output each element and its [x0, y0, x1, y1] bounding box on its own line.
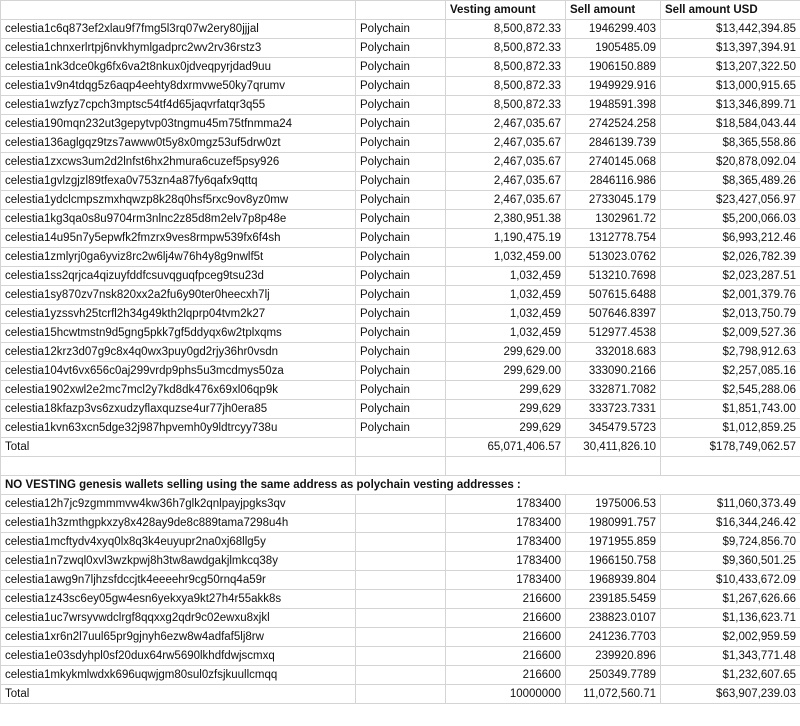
total-row — [1, 685, 800, 704]
table-row — [1, 153, 800, 172]
header-cell-org[interactable] — [356, 1, 446, 20]
vesting-amount-cell[interactable]: 8,500,872.33 — [446, 58, 566, 77]
org-cell[interactable]: Polychain — [356, 419, 446, 438]
address-cell[interactable]: celestia1c6q873ef2xlau9f7fmg5l3rq07w2ery80jjjal — [1, 20, 356, 39]
vesting-amount-cell[interactable]: 1783400 — [446, 552, 566, 571]
sell-amount-usd-cell[interactable]: $2,002,959.59 — [661, 628, 800, 647]
sell-amount-cell[interactable]: 239920.896 — [566, 647, 661, 666]
sell-amount-usd-cell[interactable]: $1,012,859.25 — [661, 419, 800, 438]
vesting-amount-cell[interactable]: 1783400 — [446, 495, 566, 514]
sell-amount-cell[interactable]: 1312778.754 — [566, 229, 661, 248]
address-cell[interactable]: celestia1v9n4tdqg5z6aqp4eehty8dxrmvwe50ky7qrumv — [1, 77, 356, 96]
org-cell[interactable] — [356, 552, 446, 571]
sell-amount-cell[interactable]: 332871.7082 — [566, 381, 661, 400]
sell-amount-cell[interactable]: 1968939.804 — [566, 571, 661, 590]
vesting-amount-cell[interactable]: 1,032,459 — [446, 286, 566, 305]
sell-amount-cell[interactable]: 507646.8397 — [566, 305, 661, 324]
sell-amount-usd-cell[interactable]: $2,026,782.39 — [661, 248, 800, 267]
sell-amount-cell[interactable]: 333090.2166 — [566, 362, 661, 381]
table-row — [1, 419, 800, 438]
sell-amount-usd-cell[interactable]: $13,397,394.91 — [661, 39, 800, 58]
address-cell[interactable]: celestia1ss2qrjca4qizuyfddfcsuvqguqfpceg9tsu23d — [1, 267, 356, 286]
address-cell[interactable]: celestia1mcftydv4xyq0lx8q3k4euyupr2na0xj68llg5y — [1, 533, 356, 552]
sell-amount-cell[interactable]: 1949929.916 — [566, 77, 661, 96]
sell-amount-cell[interactable]: 239185.5459 — [566, 590, 661, 609]
table-row — [1, 628, 800, 647]
table-row — [1, 362, 800, 381]
sell-amount-cell[interactable]: 1905485.09 — [566, 39, 661, 58]
address-cell[interactable]: celestia1yzssvh25tcrfl2h34g49kth2lqprp04tvm2k27 — [1, 305, 356, 324]
vesting-amount-cell[interactable]: 8,500,872.33 — [446, 96, 566, 115]
org-cell[interactable] — [356, 647, 446, 666]
header-sell-amount[interactable]: Sell amount — [566, 1, 661, 20]
sell-amount-usd-cell[interactable]: $2,013,750.79 — [661, 305, 800, 324]
table-row — [1, 134, 800, 153]
org-cell[interactable]: Polychain — [356, 305, 446, 324]
table-row — [1, 191, 800, 210]
table-row — [1, 647, 800, 666]
sell-amount-cell[interactable]: 1946299.403 — [566, 20, 661, 39]
org-cell[interactable]: Polychain — [356, 324, 446, 343]
sell-amount-cell[interactable]: 238823.0107 — [566, 609, 661, 628]
table-row — [1, 609, 800, 628]
sell-amount-usd-cell[interactable]: $1,232,607.65 — [661, 666, 800, 685]
sell-amount-usd-cell[interactable]: $2,545,288.06 — [661, 381, 800, 400]
address-cell[interactable]: celestia1n7zwql0xvl3wzkpwj8h3tw8awdgakjlmkcq38y — [1, 552, 356, 571]
org-cell[interactable]: Polychain — [356, 286, 446, 305]
address-cell[interactable]: celestia1mkykmlwdxk696uqwjgm80sul0zfsjkuullcmqq — [1, 666, 356, 685]
total-label-cell[interactable]: Total — [1, 685, 356, 704]
empty-cell[interactable] — [566, 457, 661, 476]
sell-amount-cell[interactable]: 2740145.068 — [566, 153, 661, 172]
total-vesting-cell[interactable]: 65,071,406.57 — [446, 438, 566, 457]
vesting-amount-cell[interactable]: 216600 — [446, 609, 566, 628]
table-row — [1, 248, 800, 267]
sell-amount-usd-cell[interactable]: $8,365,558.86 — [661, 134, 800, 153]
header-sell-amount-usd[interactable]: Sell amount USD — [661, 1, 800, 20]
sell-amount-usd-cell[interactable]: $9,724,856.70 — [661, 533, 800, 552]
org-cell[interactable]: Polychain — [356, 267, 446, 286]
sell-amount-cell[interactable]: 513210.7698 — [566, 267, 661, 286]
sell-amount-usd-cell[interactable]: $6,993,212.46 — [661, 229, 800, 248]
table-row — [1, 115, 800, 134]
vesting-amount-cell[interactable]: 299,629 — [446, 400, 566, 419]
address-cell[interactable]: celestia1kg3qa0s8u9704rm3nlnc2z85d8m2elv7p8p48e — [1, 210, 356, 229]
vesting-amount-cell[interactable]: 1,032,459 — [446, 305, 566, 324]
org-cell[interactable]: Polychain — [356, 400, 446, 419]
sell-amount-usd-cell[interactable]: $1,136,623.71 — [661, 609, 800, 628]
sell-amount-usd-cell[interactable]: $23,427,056.97 — [661, 191, 800, 210]
vesting-amount-cell[interactable]: 1,032,459.00 — [446, 248, 566, 267]
org-cell[interactable]: Polychain — [356, 20, 446, 39]
org-cell[interactable]: Polychain — [356, 134, 446, 153]
org-cell[interactable]: Polychain — [356, 248, 446, 267]
org-cell[interactable] — [356, 609, 446, 628]
vesting-amount-cell[interactable]: 8,500,872.33 — [446, 39, 566, 58]
table-row — [1, 172, 800, 191]
header-row — [1, 1, 800, 20]
header-vesting-amount[interactable]: Vesting amount — [446, 1, 566, 20]
address-cell[interactable]: celestia1zxcws3um2d2lnfst6hx2hmura6cuzef5psy926 — [1, 153, 356, 172]
vesting-amount-cell[interactable]: 216600 — [446, 628, 566, 647]
sell-amount-cell[interactable]: 2846116.986 — [566, 172, 661, 191]
sell-amount-cell[interactable]: 250349.7789 — [566, 666, 661, 685]
vesting-amount-cell[interactable]: 1783400 — [446, 571, 566, 590]
address-cell[interactable]: celestia18kfazp3vs6zxudzyflaxquzse4ur77jh0era85 — [1, 400, 356, 419]
vesting-amount-cell[interactable]: 2,467,035.67 — [446, 172, 566, 191]
vesting-amount-cell[interactable]: 1,032,459 — [446, 267, 566, 286]
address-cell[interactable]: celestia1sy870zv7nsk820xx2a2fu6y90ter0heecxh7lj — [1, 286, 356, 305]
address-cell[interactable]: celestia1awg9n7ljhzsfdccjtk4eeeehr9cg50rnq4a59r — [1, 571, 356, 590]
vesting-amount-cell[interactable]: 299,629 — [446, 381, 566, 400]
vesting-amount-cell[interactable]: 299,629.00 — [446, 362, 566, 381]
total-sell-cell[interactable]: 11,072,560.71 — [566, 685, 661, 704]
empty-cell[interactable] — [446, 457, 566, 476]
vesting-amount-cell[interactable]: 1783400 — [446, 533, 566, 552]
vesting-amount-cell[interactable]: 299,629.00 — [446, 343, 566, 362]
table-row — [1, 571, 800, 590]
org-cell[interactable]: Polychain — [356, 96, 446, 115]
sell-amount-cell[interactable]: 1980991.757 — [566, 514, 661, 533]
sell-amount-usd-cell[interactable]: $13,346,899.71 — [661, 96, 800, 115]
org-cell[interactable]: Polychain — [356, 153, 446, 172]
table-row — [1, 96, 800, 115]
sell-amount-cell[interactable]: 2846139.739 — [566, 134, 661, 153]
vesting-amount-cell[interactable]: 1,190,475.19 — [446, 229, 566, 248]
table-row — [1, 229, 800, 248]
table-row — [1, 343, 800, 362]
org-cell[interactable] — [356, 533, 446, 552]
address-cell[interactable]: celestia1902xwl2e2mc7mcl2y7kd8dk476x69xl06qp9k — [1, 381, 356, 400]
org-cell[interactable]: Polychain — [356, 191, 446, 210]
org-cell[interactable]: Polychain — [356, 115, 446, 134]
address-cell[interactable]: celestia1gvlzgjzl89tfexa0v753zn4a87fy6qafx9qttq — [1, 172, 356, 191]
org-cell[interactable]: Polychain — [356, 58, 446, 77]
org-cell[interactable] — [356, 590, 446, 609]
sell-amount-cell[interactable]: 1975006.53 — [566, 495, 661, 514]
address-cell[interactable]: celestia190mqn232ut3gepytvp03tngmu45m75tfnmma24 — [1, 115, 356, 134]
sell-amount-cell[interactable]: 1302961.72 — [566, 210, 661, 229]
address-cell[interactable]: celestia1wzfyz7cpch3mptsc54tf4d65jaqvrfatqr3q55 — [1, 96, 356, 115]
sell-amount-usd-cell[interactable]: $13,207,322.50 — [661, 58, 800, 77]
org-cell[interactable] — [356, 666, 446, 685]
sell-amount-usd-cell[interactable]: $18,584,043.44 — [661, 115, 800, 134]
vesting-amount-cell[interactable]: 216600 — [446, 647, 566, 666]
org-cell[interactable]: Polychain — [356, 229, 446, 248]
address-cell[interactable]: celestia1z43sc6ey05gw4esn6yekxya9kt27h4r55akk8s — [1, 590, 356, 609]
address-cell[interactable]: celestia12h7jc9zgmmmvw4kw36h7glk2qnlpayjpgks3qv — [1, 495, 356, 514]
empty-cell[interactable] — [356, 438, 446, 457]
address-cell[interactable]: celestia1nk3dce0kg6fx6va2t8nkux0jdveqpyrjdad9uu — [1, 58, 356, 77]
total-usd-cell[interactable]: $178,749,062.57 — [661, 438, 800, 457]
note-row — [1, 476, 800, 495]
sell-amount-usd-cell[interactable]: $1,851,743.00 — [661, 400, 800, 419]
vesting-amount-cell[interactable]: 1,032,459 — [446, 324, 566, 343]
sell-amount-usd-cell[interactable]: $8,365,489.26 — [661, 172, 800, 191]
org-cell[interactable]: Polychain — [356, 362, 446, 381]
total-label-cell[interactable]: Total — [1, 438, 356, 457]
org-cell[interactable] — [356, 628, 446, 647]
sell-amount-usd-cell[interactable]: $2,257,085.16 — [661, 362, 800, 381]
org-cell[interactable]: Polychain — [356, 172, 446, 191]
blank-row — [1, 457, 800, 476]
vesting-amount-cell[interactable]: 2,380,951.38 — [446, 210, 566, 229]
address-cell[interactable]: celestia1uc7wrsyvwdclrgf8qqxxg2qdr9c02ewxu8xjkl — [1, 609, 356, 628]
table-row — [1, 305, 800, 324]
vesting-amount-cell[interactable]: 2,467,035.67 — [446, 134, 566, 153]
sell-amount-usd-cell[interactable]: $9,360,501.25 — [661, 552, 800, 571]
total-row — [1, 438, 800, 457]
sell-amount-usd-cell[interactable]: $1,343,771.48 — [661, 647, 800, 666]
table-row — [1, 20, 800, 39]
sell-amount-cell[interactable]: 1948591.398 — [566, 96, 661, 115]
org-cell[interactable] — [356, 514, 446, 533]
table-row — [1, 590, 800, 609]
sell-amount-cell[interactable]: 2742524.258 — [566, 115, 661, 134]
address-cell[interactable]: celestia15hcwtmstn9d5gng5pkk7gf5ddyqx6w2tplxqms — [1, 324, 356, 343]
org-cell[interactable]: Polychain — [356, 381, 446, 400]
address-cell[interactable]: celestia1ydclcmpszmxhqwzp8k28q0hsf5rxc9ov8yz0mw — [1, 191, 356, 210]
address-cell[interactable]: celestia136aglgqz9tzs7awww0t5y8x0mgz53uf5drw0zt — [1, 134, 356, 153]
sell-amount-usd-cell[interactable]: $2,001,379.76 — [661, 286, 800, 305]
table-row — [1, 286, 800, 305]
table-row — [1, 514, 800, 533]
sell-amount-usd-cell[interactable]: $20,878,092.04 — [661, 153, 800, 172]
address-cell[interactable]: celestia1e03sdyhpl0sf20dux64rw5690lkhdfdwjscmxq — [1, 647, 356, 666]
empty-cell[interactable] — [356, 457, 446, 476]
sell-amount-usd-cell[interactable]: $2,009,527.36 — [661, 324, 800, 343]
sell-amount-cell[interactable]: 512977.4538 — [566, 324, 661, 343]
sell-amount-usd-cell[interactable]: $11,060,373.49 — [661, 495, 800, 514]
vesting-amount-cell[interactable]: 216600 — [446, 590, 566, 609]
table-row — [1, 533, 800, 552]
table-row — [1, 324, 800, 343]
table-row — [1, 552, 800, 571]
address-cell[interactable]: celestia1h3zmthgpkxzy8x428ay9de8c889tama7298u4h — [1, 514, 356, 533]
vesting-amount-cell[interactable]: 8,500,872.33 — [446, 77, 566, 96]
table-row — [1, 58, 800, 77]
address-cell[interactable]: celestia12krz3d07g9c8x4q0wx3puy0gd2rjy36hr0vsdn — [1, 343, 356, 362]
vesting-amount-cell[interactable]: 8,500,872.33 — [446, 20, 566, 39]
table-row — [1, 210, 800, 229]
sell-amount-cell[interactable]: 507615.6488 — [566, 286, 661, 305]
sell-amount-cell[interactable]: 345479.5723 — [566, 419, 661, 438]
sell-amount-usd-cell[interactable]: $2,023,287.51 — [661, 267, 800, 286]
table-row — [1, 39, 800, 58]
header-cell-address[interactable] — [1, 1, 356, 20]
sell-amount-usd-cell[interactable]: $13,442,394.85 — [661, 20, 800, 39]
vesting-amount-cell[interactable]: 299,629 — [446, 419, 566, 438]
empty-cell[interactable] — [661, 457, 800, 476]
table-row — [1, 267, 800, 286]
org-cell[interactable]: Polychain — [356, 343, 446, 362]
vesting-amount-cell[interactable]: 2,467,035.67 — [446, 153, 566, 172]
table-row — [1, 400, 800, 419]
sell-amount-cell[interactable]: 1971955.859 — [566, 533, 661, 552]
vesting-amount-cell[interactable]: 2,467,035.67 — [446, 115, 566, 134]
org-cell[interactable] — [356, 495, 446, 514]
address-cell[interactable]: celestia104vt6vx656c0aj299vrdp9phs5u3mcdmys50za — [1, 362, 356, 381]
sell-amount-usd-cell[interactable]: $2,798,912.63 — [661, 343, 800, 362]
total-usd-cell[interactable]: $63,907,239.03 — [661, 685, 800, 704]
vesting-amount-cell[interactable]: 1783400 — [446, 514, 566, 533]
total-sell-cell[interactable]: 30,411,826.10 — [566, 438, 661, 457]
sell-amount-cell[interactable]: 513023.0762 — [566, 248, 661, 267]
org-cell[interactable]: Polychain — [356, 39, 446, 58]
table-row — [1, 666, 800, 685]
address-cell[interactable]: celestia1zmlyrj0ga6yviz8rc2w6lj4w76h4y8g9nwlf5t — [1, 248, 356, 267]
address-cell[interactable]: celestia14u95n7y5epwfk2fmzrx9ves8rmpw539fx6f4sh — [1, 229, 356, 248]
org-cell[interactable] — [356, 571, 446, 590]
sell-amount-cell[interactable]: 333723.7331 — [566, 400, 661, 419]
section-note[interactable]: NO VESTING genesis wallets selling using the same address as polychain vesting addresses : — [1, 476, 800, 495]
empty-cell[interactable] — [356, 685, 446, 704]
table-row — [1, 495, 800, 514]
table-row — [1, 77, 800, 96]
sell-amount-cell[interactable]: 241236.7703 — [566, 628, 661, 647]
sell-amount-usd-cell[interactable]: $16,344,246.42 — [661, 514, 800, 533]
sell-amount-usd-cell[interactable]: $5,200,066.03 — [661, 210, 800, 229]
address-cell[interactable]: celestia1xr6n2l7uul65pr9gjnyh6ezw8w4adfaf5lj8rw — [1, 628, 356, 647]
sell-amount-usd-cell[interactable]: $13,000,915.65 — [661, 77, 800, 96]
sell-amount-cell[interactable]: 1966150.758 — [566, 552, 661, 571]
sell-amount-usd-cell[interactable]: $10,433,672.09 — [661, 571, 800, 590]
sell-amount-usd-cell[interactable]: $1,267,626.66 — [661, 590, 800, 609]
table-row — [1, 381, 800, 400]
sell-amount-cell[interactable]: 332018.683 — [566, 343, 661, 362]
sell-amount-cell[interactable]: 1906150.889 — [566, 58, 661, 77]
vesting-amount-cell[interactable]: 2,467,035.67 — [446, 191, 566, 210]
sell-amount-cell[interactable]: 2733045.179 — [566, 191, 661, 210]
address-cell[interactable]: celestia1chnxerlrtpj6nvkhymlgadprc2wv2rv36rstz3 — [1, 39, 356, 58]
total-vesting-cell[interactable]: 10000000 — [446, 685, 566, 704]
org-cell[interactable]: Polychain — [356, 210, 446, 229]
address-cell[interactable]: celestia1kvn63xcn5dge32j987hpvemh0y9ldtrcyy738u — [1, 419, 356, 438]
vesting-amount-cell[interactable]: 216600 — [446, 666, 566, 685]
org-cell[interactable]: Polychain — [356, 77, 446, 96]
empty-cell[interactable] — [1, 457, 356, 476]
